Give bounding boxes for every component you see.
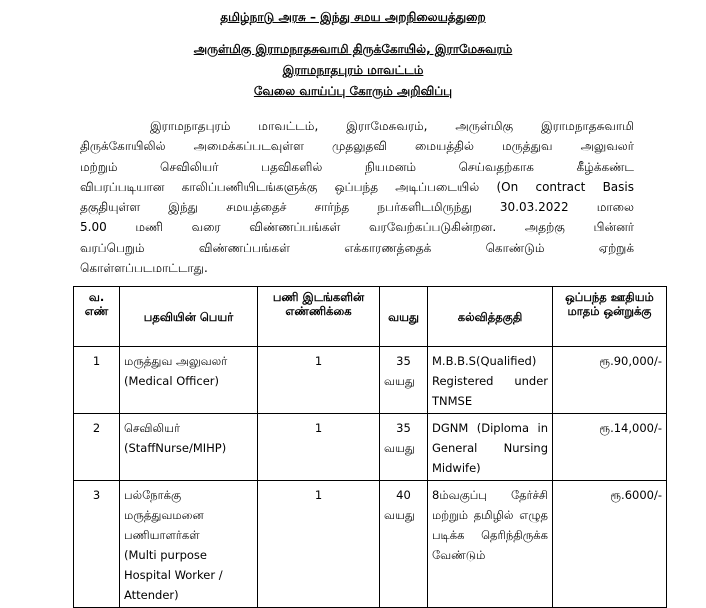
age-unit: வயது [384,441,415,455]
header-qualification: கல்வித்தகுதி [428,287,553,347]
post-name-tamil: பல்நோக்கு மருத்துவமனை பணியாளர்கள் [124,488,204,542]
table-header-row [74,287,667,347]
row-post-name [120,347,258,414]
row-serial-no: 3 [74,481,120,608]
temple-title: அருள்மிகு இராமநாதசுவாமி திருக்கோயில், இராமேசுவரம் [193,42,513,56]
post-name-english: (StaffNurse/MIHP) [124,441,227,455]
header-serial-no: வ. எண் [74,287,120,347]
row-age [380,414,428,481]
paragraph-line: 5.00 மணி வரை விண்ணப்பங்கள் வரவேற்கப்படுகின்றன. அதற்கு பின்னர் [80,220,634,235]
header-age: வயது [380,287,428,347]
notice-paragraph [80,116,634,278]
row-qualification: M.B.B.S(Qualified) Registered under TNMSE [428,347,553,414]
header-salary: ஒப்பந்த ஊதியம் மாதம் ஒன்றுக்கு [553,287,667,347]
row-serial-no: 1 [74,347,120,414]
row-serial-no: 2 [74,414,120,481]
vacancy-table [73,286,667,608]
row-vacancy-count: 1 [258,347,380,414]
paragraph-line: மற்றும் செவிலியர் பதவிகளில் நியமனம் செய்வதற்காக கீழ்க்கண்ட [80,159,634,174]
table-row [74,481,667,608]
department-title: தமிழ்நாடு அரசு – இந்து சமய அறநிலையத்துறை [220,10,486,24]
paragraph-line: விபரப்படியான காலிப்பணியிடங்களுக்கு ஒப்பந்த அடிப்படையில் (On contract Basis [80,179,634,194]
paragraph-line: கொள்ளப்படமாட்டாது. [80,261,208,276]
table-row [74,414,667,481]
row-qualification: 8ம்வகுப்பு தேர்ச்சி மற்றும் தமிழில் எழுத படிக்க தெரிந்திருக்க வேண்டும் [428,481,553,608]
table-row [74,347,667,414]
paragraph-line: தகுதியுள்ள இந்து சமயத்தைச் சார்ந்த நபர்களிடமிருந்து 30.03.2022 மாலை [80,200,634,215]
row-age [380,347,428,414]
row-salary: ரூ.6000/- [553,481,667,608]
post-name-english: (Medical Officer) [124,374,219,388]
post-name-english: (Multi purpose Hospital Worker / Attender) [124,548,223,602]
paragraph-line: இராமநாதபுரம் மாவட்டம், இராமேசுவரம், அருள்மிகு இராமநாதசுவாமி [150,119,634,133]
row-qualification: DGNM (Diploma in General Nursing Midwife) [428,414,553,481]
post-name-tamil: செவிலியர் [124,421,180,435]
row-vacancy-count: 1 [258,414,380,481]
paragraph-line: வரப்பெறும் விண்ணப்பங்கள் எக்காரணத்தைக் கொண்டும் ஏற்றுக் [80,240,634,255]
row-salary: ரூ.14,000/- [553,414,667,481]
row-salary: ரூ.90,000/- [553,347,667,414]
paragraph-line: திருக்கோயிலில் அமைக்கப்படவுள்ள முதலுதவி மையத்தில் மருத்துவ அலுவலர் [80,139,634,154]
age-value: 40 [396,488,411,502]
post-name-tamil: மருத்துவ அலுவலர் [124,354,228,368]
age-value: 35 [396,421,411,435]
row-post-name [120,481,258,608]
header-vacancy-count: பணி இடங்களின் எண்ணிக்கை [258,287,380,347]
district-title: இராமநாதபுரம் மாவட்டம் [282,63,424,77]
row-post-name [120,414,258,481]
age-value: 35 [396,354,411,368]
header-post-name: பதவியின் பெயர் [120,287,258,347]
age-unit: வயது [384,374,415,388]
age-unit: வயது [384,508,415,522]
row-vacancy-count: 1 [258,481,380,608]
row-age [380,481,428,608]
notice-title: வேலை வாய்ப்பு கோரும் அறிவிப்பு [253,84,453,98]
